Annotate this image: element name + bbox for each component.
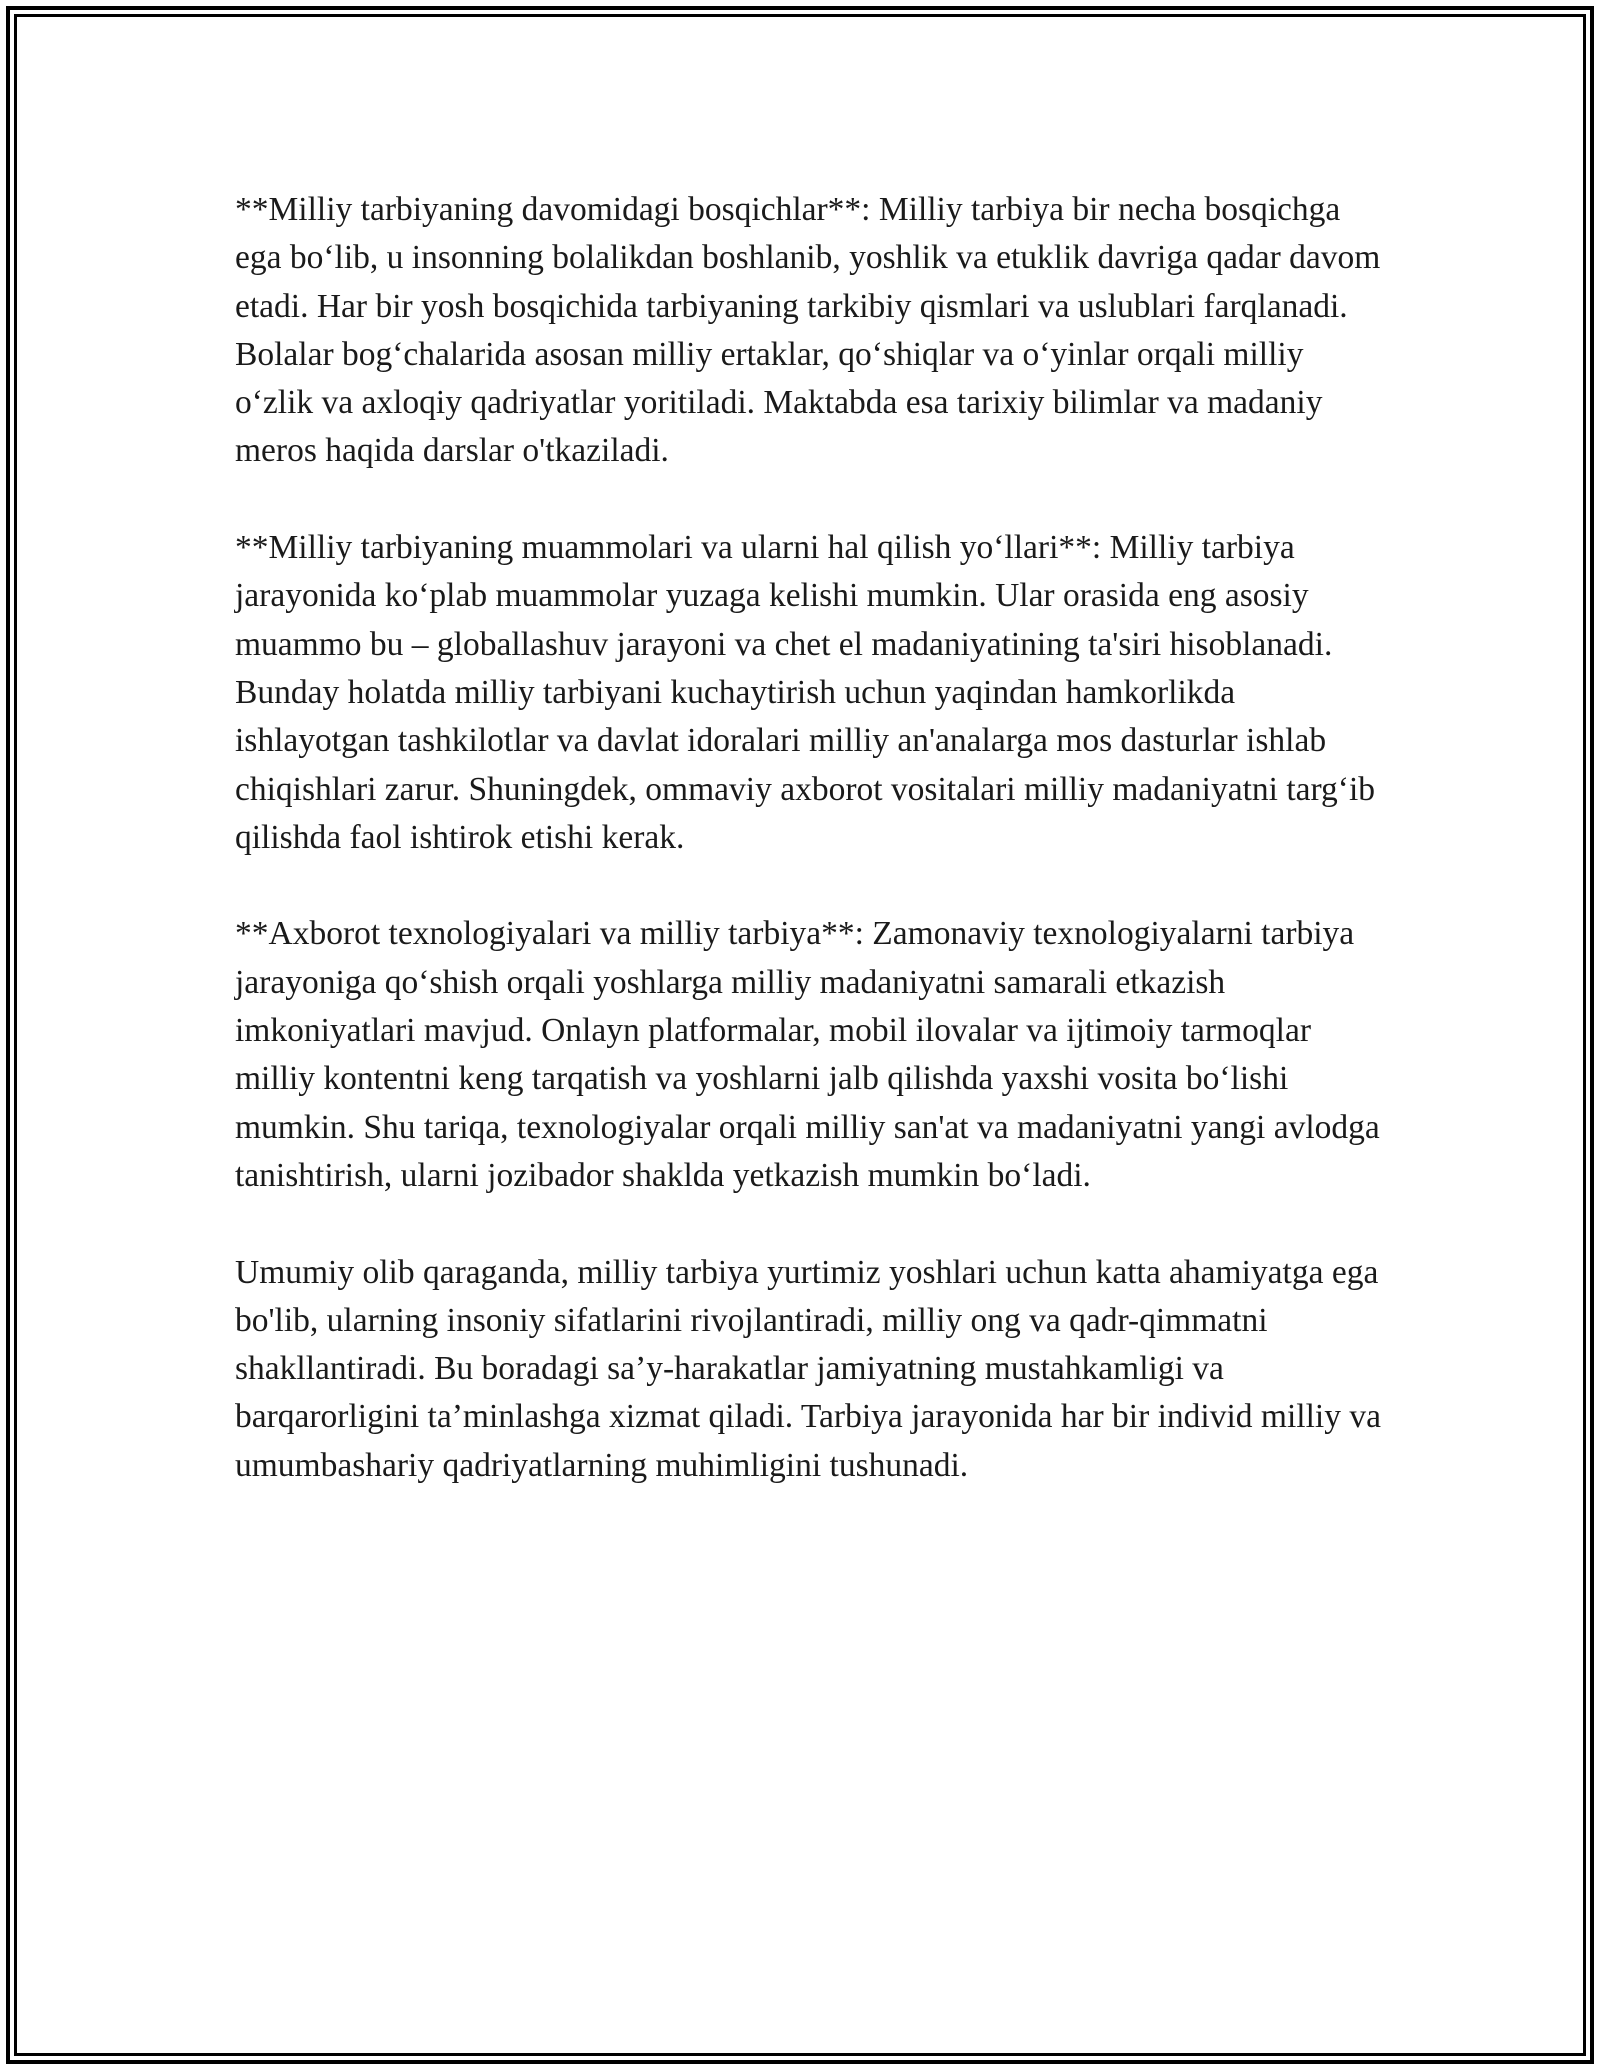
paragraph-technology: **Axborot texnologiyalari va milliy tarbiya**: Zamonaviy texnologiyalarni tarbiya jarayoniga qo‘shish orqali yoshlarga milliy madaniyatni samarali etkazish imkoniyatlari mavjud. Onlayn platformalar, mobil ilovalar va ijtimoiy tarmoqlar milliy kontentni keng tarqatish va yoshlarni jalb qilishda yaxshi vosita bo‘lishi mumkin. Shu tariqa, texnologiyalar orqali milliy san'at va madaniyatni yangi avlodga tanishtirish, ularni jozibador shaklda yetkazish mumkin bo‘ladi. — [235, 915, 1380, 1194]
paragraph-conclusion: Umumiy olib qaraganda, milliy tarbiya yurtimiz yoshlari uchun katta ahamiyatga ega bo'lib, ularning insoniy sifatlarini rivojlantiradi, milliy ong va qadr-qimmatni shakllantiradi. Bu boradagi sa’y-harakatlar jamiyatning mustahkamligi va barqarorligini ta’minlashga xizmat qiladi. Tarbiya jarayonida har bir individ milliy va umumbashariy qadriyatlarning muhimligini tushunadi. — [235, 1253, 1381, 1484]
paragraph-stages: **Milliy tarbiyaning davomidagi bosqichlar**: Milliy tarbiya bir necha bosqichga ega bo‘lib, u insonning bolalikdan boshlanib, yoshlik va etuklik davriga qadar davom etadi. Har bir yosh bosqichida tarbiyaning tarkibiy qismlari va uslublari farqlanadi. Bolalar bog‘chalarida asosan milliy ertaklar, qo‘shiqlar va o‘yinlar orqali milliy o‘zlik va axloqiy qadriyatlar yoritiladi. Maktabda esa tarixiy bilimlar va madaniy meros haqida darslar o'tkaziladi. — [235, 191, 1381, 470]
document-body — [235, 186, 1385, 1538]
paragraph-problems: **Milliy tarbiyaning muammolari va ularni hal qilish yo‘llari**: Milliy tarbiya jarayonida ko‘plab muammolar yuzaga kelishi mumkin. Ular orasida eng asosiy muammo bu – globallashuv jarayoni va chet el madaniyatining ta'siri hisoblanadi. Bunday holatda milliy tarbiyani kuchaytirish uchun yaqindan hamkorlikda ishlayotgan tashkilotlar va davlat idoralari milliy an'analarga mos dasturlar ishlab chiqishlari zarur. Shuningdek, ommaviy axborot vositalari milliy madaniyatni targ‘ib qilishda faol ishtirok etishi kerak. — [235, 529, 1376, 856]
